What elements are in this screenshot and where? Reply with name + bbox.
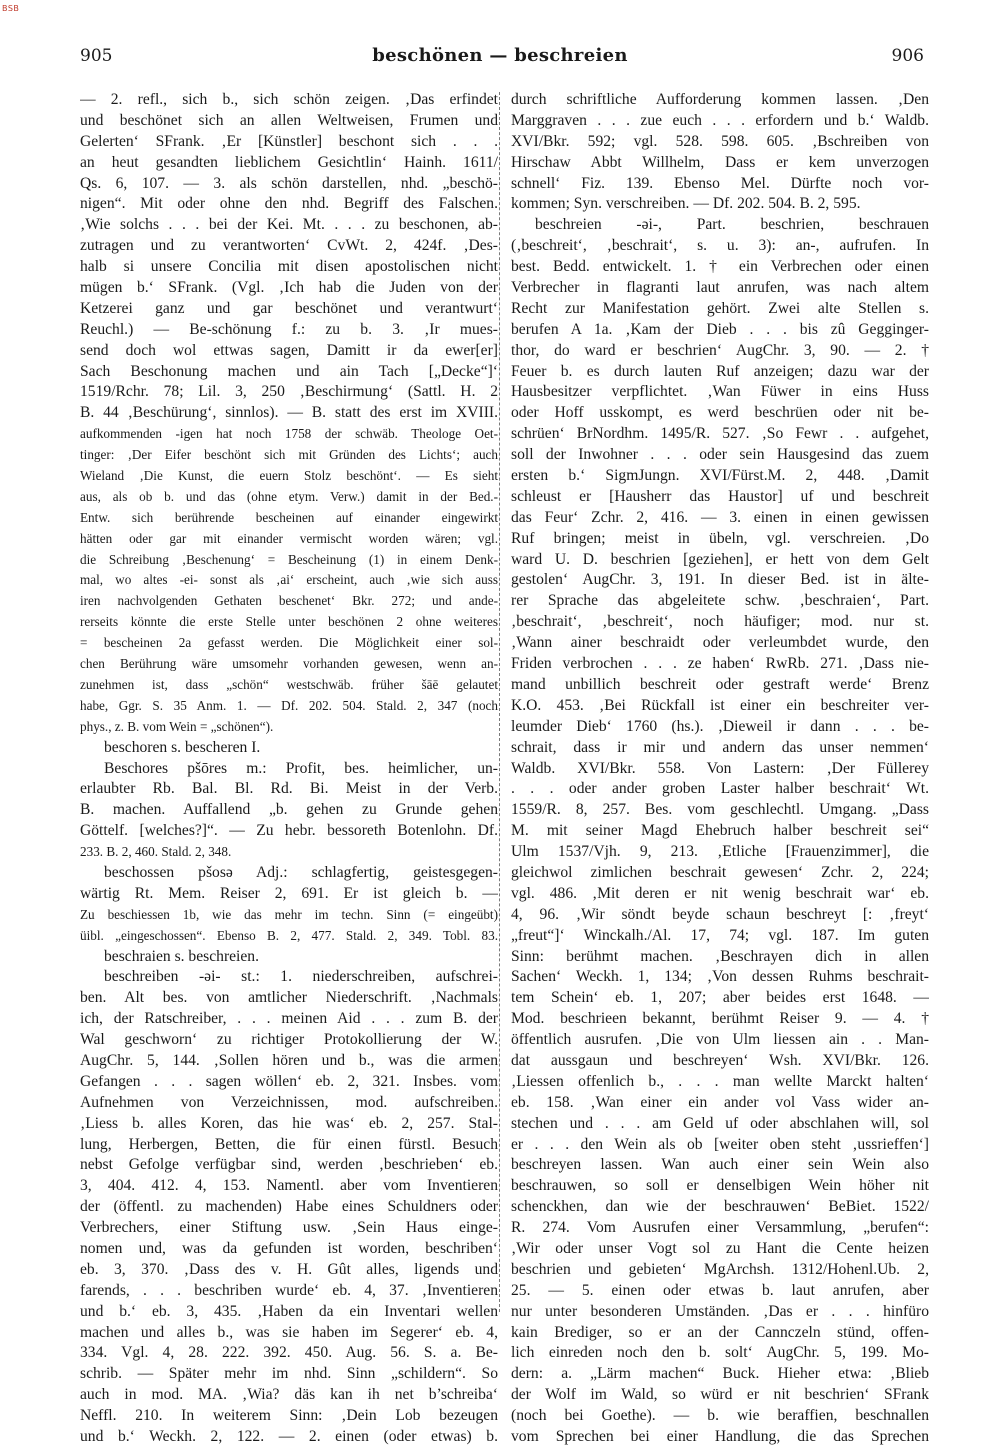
- text-line: nomen und, was da gefunden ist worden, beschriben‘: [80, 1239, 498, 1257]
- text-line: mügen b.‘ SFrank. (Vgl. ‚Ich hab die Juden von der: [80, 279, 498, 297]
- text-line: ‚Liessen offenlich b., . . . man wellte Marckt halten‘: [511, 1072, 929, 1090]
- text-line: Ulm 1537/Vjh. 9, 213. ‚Etliche [Frauenzimmer], die: [511, 843, 929, 861]
- text-line: ‚Liess b. alles Koren, das hie was‘ eb. 2, 257. Stal-: [80, 1114, 498, 1132]
- text-line: stechen und . . . am Geld uf oder abschlahen will, sol: [511, 1114, 929, 1132]
- text-line: durch schriftliche Aufforderung kommen lassen. ‚Den: [511, 91, 929, 108]
- text-line: tinger: ‚Der Eifer beschönt sich mit Gründen des Lichts‘; auch: [80, 447, 498, 463]
- text-line: schenckhen, dan wie der beschrauwen‘ BeBiet. 1522/: [511, 1198, 929, 1216]
- text-line: Aufnehmen von Verzeichnissen, mod. aufschreiben.: [80, 1093, 498, 1111]
- text-line: er . . . den Wein als ob [weiter oben steht ‚ussrieffen‘]: [511, 1135, 929, 1153]
- text-line: 3, 404. 412. 4, 153. Namentl. aber vom Inventieren: [80, 1177, 498, 1195]
- text-line: ward U. D. beschrien [geziehen], er hett von dem Gelt: [511, 550, 929, 568]
- text-line: nebst Gefolge verfügbar sind, werden ‚beschrieben‘ eb.: [80, 1156, 498, 1174]
- text-line: nigen“. Mit oder ohne den nhd. Begriff des Falschen.: [80, 195, 498, 213]
- text-line: phys., z. B. vom Wein = „schönen“).: [80, 718, 274, 734]
- text-line: Sach Beschonung machen und ain Tach [„Decke“]‘: [80, 362, 498, 380]
- text-line: schrib. — Später mehr im nhd. Sinn „schildern“. So: [80, 1365, 498, 1383]
- text-line: erlaubter Rb. Bal. Bl. Rd. Bi. Meist in der Verb.: [80, 780, 498, 798]
- text-line: schrait, dass ir mir und andern das unser nemmen‘: [511, 738, 929, 756]
- text-line: Friden verbrochen . . . ze haben‘ RwRb. 271. ‚Dass nie-: [511, 655, 929, 673]
- text-line: vgl. 486. ‚Mit deren er nit wenig beschrait war‘ eb.: [511, 884, 929, 902]
- text-line: R. 274. Vom Ausrufen einer Versammlung, „berufen“:: [511, 1219, 929, 1237]
- text-line: „freut“]‘ Winckalh./Al. 17, 74; vgl. 187. Im guten: [511, 926, 929, 944]
- text-line: Neffl. 210. In weiterem Sinn: ‚Dein Lob bezeugen: [80, 1407, 498, 1425]
- text-line: M. mit seiner Magd Ehebruch halber beschreit sei“: [511, 822, 929, 840]
- text-line: send doch wol ettwas sagen, Damitt ir da ewer[er]: [80, 341, 498, 359]
- text-line: Hausbesitzer verpflichtet. ‚Wan Füwer in eins Huss: [511, 383, 929, 401]
- text-line: wärtig Rt. Mem. Reiser 2, 691. Er ist gleich b. —: [80, 884, 498, 902]
- text-line: ich, der Ratschreiber, . . . meinen Aid . . . zum B. der: [80, 1010, 498, 1028]
- text-line: B. 44 ‚Beschürung‘, sinnlos). — B. statt des erst im XVIII.: [80, 404, 498, 422]
- text-line: beschreiben -əi- st.: 1. niederschreiben, aufschrei-: [104, 968, 498, 986]
- text-line: aufkommenden -igen hat noch 1758 der schwäb. Theologe Oet-: [80, 426, 498, 442]
- text-line: habe, Ggr. S. 35 Anm. 1. — Df. 202. 504. Stald. 2, 347 (noch: [80, 697, 498, 713]
- text-line: beschreien -əi-, Part. beschrien, beschrauen: [535, 216, 929, 234]
- text-line: berufen A 1a. ‚Kam der Dieb . . . bis zû Gegginger-: [511, 320, 929, 338]
- text-line: gestolen‘ AugChr. 3, 191. In dieser Bed. ist in älte-: [511, 571, 929, 589]
- page-number-left: 905: [80, 46, 113, 66]
- text-line: rer Sprache das abgeleitete schw. ‚beschraien‘, Part.: [511, 592, 929, 610]
- text-line: — 2. refl., sich b., sich schön zeigen. ‚Das erfindet: [80, 91, 498, 108]
- text-line: Göttelf. [welches?]“. — Zu hebr. bessoreth Botenlohn. Df.: [80, 822, 498, 840]
- text-line: Verbrecher in flagranti laut anrufen, was nach altem: [511, 279, 929, 297]
- text-line: eb. 3, 370. ‚Dass des v. H. Gût alles, ligends und: [80, 1260, 498, 1278]
- text-line: Waldb. XVI/Bkr. 558. Von Lastern: ‚Der Füllerey: [511, 759, 929, 777]
- text-line: (noch bei Goethe). — b. wie beraffien, beschnallen: [511, 1407, 929, 1425]
- text-line: 233. B. 2, 460. Stald. 2, 348.: [80, 844, 232, 860]
- text-line: ben. Alt bes. von amtlicher Niederschrift. ‚Nachmals: [80, 989, 498, 1007]
- text-line: (‚beschreit‘, ‚beschrait‘, s. u. 3): an-, aufrufen. In: [511, 237, 929, 255]
- text-line: Gelerten‘ SFrank. ‚Er [Künstler] beschont sich . . .: [80, 132, 498, 150]
- text-line: Mod. beschrieen bekannt, berühmt Reiser 9. — 4. †: [511, 1010, 929, 1028]
- text-line: ‚Wie solchs . . . bei der Kei. Mt. . . . zu beschonen, ab-: [80, 216, 498, 234]
- text-line: zunehmen ist, dass „schön“ westschwäb. früher šāē gelautet: [80, 676, 498, 692]
- text-line: rerseits könnte die erste Stelle unter beschönen 2 ohne weiteres: [80, 614, 498, 630]
- text-line: Zu beschiessen 1b, wie das mehr im techn. Sinn (= eingeübt): [80, 906, 498, 922]
- text-line: farends, . . . beschriben wurde‘ eb. 4, 37. ‚Inventieren: [80, 1281, 498, 1299]
- running-head-title: beschönen — beschreien: [372, 45, 628, 66]
- text-line: iren nachvolgenden Gethaten beschenet‘ Bkr. 272; und ande-: [80, 593, 498, 609]
- library-corner-mark: BSB: [2, 4, 20, 13]
- text-line: thor, do ward er beschrien‘ AugChr. 3, 90. — 2. †: [511, 341, 929, 359]
- text-line: Recht zur Manifestation gehört. Zwei alte Stellen s.: [511, 299, 929, 317]
- text-line: und b.‘ Weckh. 2, 122. — 2. einen (oder etwas) b.: [80, 1428, 498, 1445]
- text-line: best. Bedd. entwickelt. 1. † ein Verbrechen oder einen: [511, 258, 929, 276]
- text-line: 1559/R. 8, 257. Bes. vom geschlechtl. Umgang. „Dass: [511, 801, 929, 819]
- text-line: Ketzerei ganz und gar beschönet und verantwurt‘: [80, 299, 498, 317]
- text-line: schrüen‘ BrNordhm. 1495/R. 527. ‚So Fewr . . aufgehet,: [511, 425, 929, 443]
- text-column-left: [80, 90, 498, 1448]
- text-line: kommen; Syn. verschreiben. — Df. 202. 504. B. 2, 595.: [511, 195, 861, 213]
- text-line: der (öffentl. zu machenden) Habe eines Schuldners oder: [80, 1198, 498, 1216]
- text-line: beschreyen lassen. Wan auch einer sein Wein also: [511, 1156, 929, 1174]
- text-line: Wieland ‚Die Kunst, die euern Stolz beschönt‘. — Es sieht: [80, 468, 498, 484]
- text-line: dern: a. „Lärm machen“ Buck. Hieher etwa: ‚Blieb: [511, 1365, 929, 1383]
- text-line: Verbrechers, einer Stiftung usw. ‚Sein Haus einge-: [80, 1219, 498, 1237]
- text-line: Wal geschworn‘ zu richtiger Protokollierung der W.: [80, 1031, 498, 1049]
- text-line: leumder Dieb‘ 1760 (hs.). ‚Dieweil ir dann . . . be-: [511, 717, 929, 735]
- text-line: oder Hoff usskompt, es werd beschrüen oder nit be-: [511, 404, 929, 422]
- text-line: und beschönet sich an allen Weltweisen, Frumen und: [80, 111, 498, 129]
- text-line: Ruf bringen; meist in übeln, vgl. verschreien. ‚Do: [511, 529, 929, 547]
- text-line: beschoren s. bescheren I.: [104, 738, 261, 756]
- text-line: schleust er [Hausherr das Haustor] uf und beschreit: [511, 487, 929, 505]
- text-line: ersten b.‘ SigmJungn. XVI/Fürst.M. 2, 448. ‚Damit: [511, 467, 929, 485]
- text-line: und b.‘ eb. 3, 435. ‚Haben da ein Inventari wellen: [80, 1302, 498, 1320]
- text-line: K.O. 453. ‚Bei Rückfall ist einer ein beschreiter ver-: [511, 696, 929, 714]
- text-line: das Feur‘ Zchr. 2, 416. — 3. einen in einen gewissen: [511, 508, 929, 526]
- text-line: dat aussgaun und beschreyen‘ Wsh. XVI/Bkr. 126.: [511, 1051, 929, 1069]
- text-line: 25. — 5. einen oder etwas b. laut anrufen, aber: [511, 1281, 929, 1299]
- text-line: gleichwol zimlichen beschrait gewesen‘ Zchr. 2, 224;: [511, 863, 929, 881]
- text-line: Feuer b. es durch lauten Ruf anzeigen; dazu war der: [511, 362, 929, 380]
- text-line: Sachen‘ Weckh. 1, 134; ‚Von dessen Ruhms beschrait-: [511, 968, 929, 986]
- text-line: öffentlich ausrufen. ‚Die von Ulm liessen ain . . Man-: [511, 1031, 929, 1049]
- text-line: Beschores pšōres m.: Profit, bes. heimlicher, un-: [104, 759, 498, 777]
- text-line: beschossen pšosə Adj.: schlagfertig, geistesgegen-: [104, 863, 498, 881]
- text-line: aus, als ob b. und das (ohne etym. Verw.) damit in der Bed.-: [80, 488, 498, 504]
- text-line: Gefangen . . . sagen wöllen‘ eb. 2, 321. Insbes. vom: [80, 1072, 498, 1090]
- text-line: chen Berührung wäre umsomehr vorhanden gewesen, wenn an-: [80, 656, 498, 672]
- text-line: halb si unsere Concilia mit disen apostolischen nicht: [80, 258, 498, 276]
- text-line: beschrien und gebieten‘ MgArchsh. 1312/Hohenl.Ub. 2,: [511, 1260, 929, 1278]
- text-line: üibl. „eingeschossen“. Ebenso B. 2, 477. Stald. 2, 349. Tobl. 83.: [80, 927, 498, 943]
- text-line: ‚beschrait‘, ‚beschreit‘, noch häufiger; mod. nur st.: [511, 613, 929, 631]
- text-line: = bescheinen 2a gefasst werden. Die Möglichkeit einer sol-: [80, 635, 498, 651]
- text-line: 1519/Rchr. 78; Lil. 3, 250 ‚Beschirmung‘ (Sattl. H. 2: [80, 383, 498, 401]
- text-line: Reuchl.) — Be-schönung f.: zu b. 3. ‚Ir mues-: [80, 320, 498, 338]
- text-line: der Wolf im Wald, so würd er nit beschrien‘ SFrank: [511, 1386, 929, 1404]
- text-line: Sinn: berühmt machen. ‚Beschrayen dich in allen: [511, 947, 929, 965]
- text-line: beschraien s. beschreien.: [104, 947, 260, 965]
- text-line: B. machen. Auffallend „b. gehen zu Grunde gehen: [80, 801, 498, 819]
- text-line: Marggraven . . . zue euch . . . erfordern und b.‘ Waldb.: [511, 111, 929, 129]
- text-line: kain Brediger, so er an der Cannczeln stünd, offen-: [511, 1323, 929, 1341]
- text-line: eb. 158. ‚Wan einer ein ander vol Vass wider an-: [511, 1093, 929, 1111]
- text-line: mand unbillich beschreit oder gestraft werde‘ Brenz: [511, 675, 929, 693]
- text-line: soll der Inwohner . . . oder sein Hausgesind das zuem: [511, 446, 929, 464]
- text-line: lich einreden noch den b. solt‘ AugChr. 5, 199. Mo-: [511, 1344, 929, 1362]
- text-line: tem Schein‘ eb. 1, 207; aber beides erst 1648. —: [511, 989, 929, 1007]
- text-line: Hirschaw Abbt Willhelm, Dass er kem unverzogen: [511, 153, 929, 171]
- text-line: die Schreibung ‚Beschenung‘ = Bescheinung (1) in einem Denk-: [80, 551, 498, 567]
- text-line: AugChr. 5, 144. ‚Sollen hören und b., was die armen: [80, 1051, 498, 1069]
- column-divider: [499, 92, 500, 1312]
- page-number-right: 906: [891, 46, 924, 66]
- text-line: vom Sprechen bei einer Handlung, die das Sprechen: [511, 1428, 929, 1445]
- text-line: Qs. 6, 107. — 3. als schön darstellen, nhd. „beschö-: [80, 174, 498, 192]
- text-line: machen und alles b., was sie haben im Segerer‘ eb. 4,: [80, 1323, 498, 1341]
- text-line: lung, Herbergen, Betten, die für einen fürstl. Besuch: [80, 1135, 498, 1153]
- text-line: Entw. sich berührende bescheinen auf einander eingewirkt: [80, 509, 498, 525]
- text-line: an heut gesandten lieblichem Gesichtlin‘ Hainh. 1611/: [80, 153, 498, 171]
- text-line: ‚Wir oder unser Vogt sol zu Hant die Cente heizen: [511, 1239, 929, 1257]
- text-line: 334. Vgl. 4, 28. 222. 392. 450. Aug. 56. S. a. Be-: [80, 1344, 498, 1362]
- text-line: auch in mod. MA. ‚Wia? däs kan ih net b’schreiba‘: [80, 1386, 498, 1404]
- text-line: 4, 96. ‚Wir söndt beyde schaun beschreyt [: ‚freyt‘: [511, 905, 929, 923]
- text-line: zutragen und zu verantworten‘ CvWt. 2, 424f. ‚Des-: [80, 237, 498, 255]
- text-column-right: [511, 90, 929, 1448]
- text-line: . . . oder ander groben Laster halber beschrait‘ Wt.: [511, 780, 929, 798]
- text-line: nur unter besonderen Umständen. ‚Das er . . . hinfüro: [511, 1302, 929, 1320]
- text-line: beschrauwen, so soll er denselbigen Wein höher nit: [511, 1177, 929, 1195]
- text-line: XVI/Bkr. 592; vgl. 528. 598. 605. ‚Bschreiben von: [511, 132, 929, 150]
- text-line: hätten oder gar mit einander vermischt worden wären; vgl.: [80, 530, 498, 546]
- text-line: mal, wo altes -ei- sonst als ‚ai‘ erscheint, auch ‚wie sich auss: [80, 572, 498, 588]
- text-line: schnell‘ Fiz. 139. Ebenso Mel. Dürfte noch vor-: [511, 174, 929, 192]
- text-line: ‚Wann ainer beschraidt oder verleumbdet wurde, den: [511, 634, 929, 652]
